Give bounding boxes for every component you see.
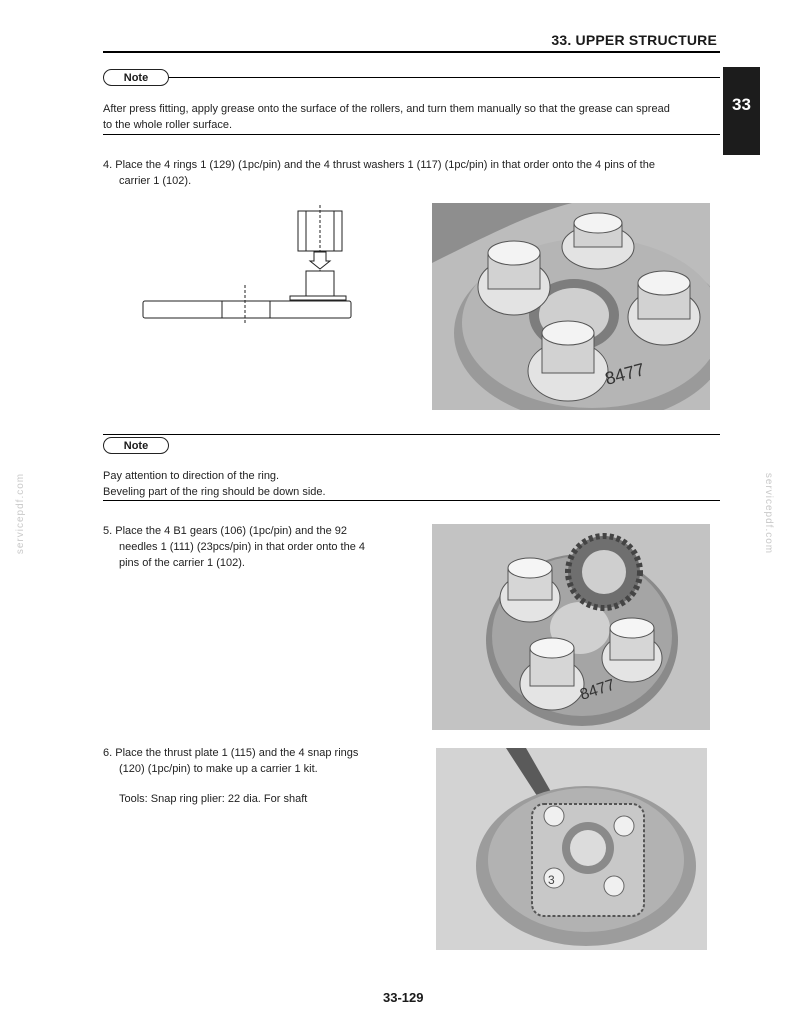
watermark-right: servicepdf.com xyxy=(763,472,775,555)
note2-text xyxy=(103,468,723,500)
note1-text-line1: After press fitting, apply grease onto the surface of the rollers, and turn them manually so that the grease can spread xyxy=(103,103,670,115)
carrier-kit-photo xyxy=(436,748,707,950)
step6-line2: (120) (1pc/pin) to make up a carrier 1 kit. xyxy=(119,763,318,775)
photo3-mark: 3 xyxy=(548,873,555,887)
step5-line2: needles 1 (111) (23pcs/pin) in that order onto the 4 xyxy=(119,541,366,553)
step4-line1: 4. Place the 4 rings 1 (129) (1pc/pin) and the 4 thrust washers 1 (117) (1pc/pin) in that order onto the 4 pins of the xyxy=(103,159,655,171)
note2-line1: Pay attention to direction of the ring. xyxy=(103,470,280,482)
photo2-stamp: 8477 xyxy=(577,676,618,704)
note1-bottom-rule xyxy=(103,134,720,135)
note2-label: Note xyxy=(103,437,169,454)
carrier-gears-photo xyxy=(432,524,710,730)
photo1-stamp: 8477 xyxy=(602,359,647,389)
header-rule xyxy=(103,51,720,53)
step4-line2: carrier 1 (102). xyxy=(119,175,192,187)
press-fit-diagram xyxy=(140,205,360,325)
chapter-tab-label: 33 xyxy=(732,95,751,114)
carrier-rings-photo xyxy=(432,203,710,410)
step6-tools: Tools: Snap ring plier: 22 dia. For shaft xyxy=(119,793,308,805)
page-number: 33-129 xyxy=(383,990,424,1005)
step5-line3: pins of the carrier 1 (102). xyxy=(119,557,245,569)
page-header-title: 33. UPPER STRUCTURE xyxy=(551,32,717,48)
step6-text xyxy=(103,745,413,807)
note2-bottom-rule xyxy=(103,500,720,501)
chapter-tab xyxy=(723,67,760,155)
note1-text-line2: to the whole roller surface. xyxy=(103,119,233,131)
note1-label: Note xyxy=(103,69,169,86)
note2-line2: Beveling part of the ring should be down side. xyxy=(103,486,326,498)
watermark-left: servicepdf.com xyxy=(15,472,27,555)
note2-top-rule xyxy=(103,434,720,435)
note1-top-rule xyxy=(103,77,720,78)
step5-line1: 5. Place the 4 B1 gears (106) (1pc/pin) and the 92 xyxy=(103,525,347,537)
note1-text xyxy=(103,101,725,133)
step6-line1: 6. Place the thrust plate 1 (115) and the 4 snap rings xyxy=(103,747,359,759)
step5-text xyxy=(103,523,413,571)
step4-text xyxy=(103,157,723,189)
